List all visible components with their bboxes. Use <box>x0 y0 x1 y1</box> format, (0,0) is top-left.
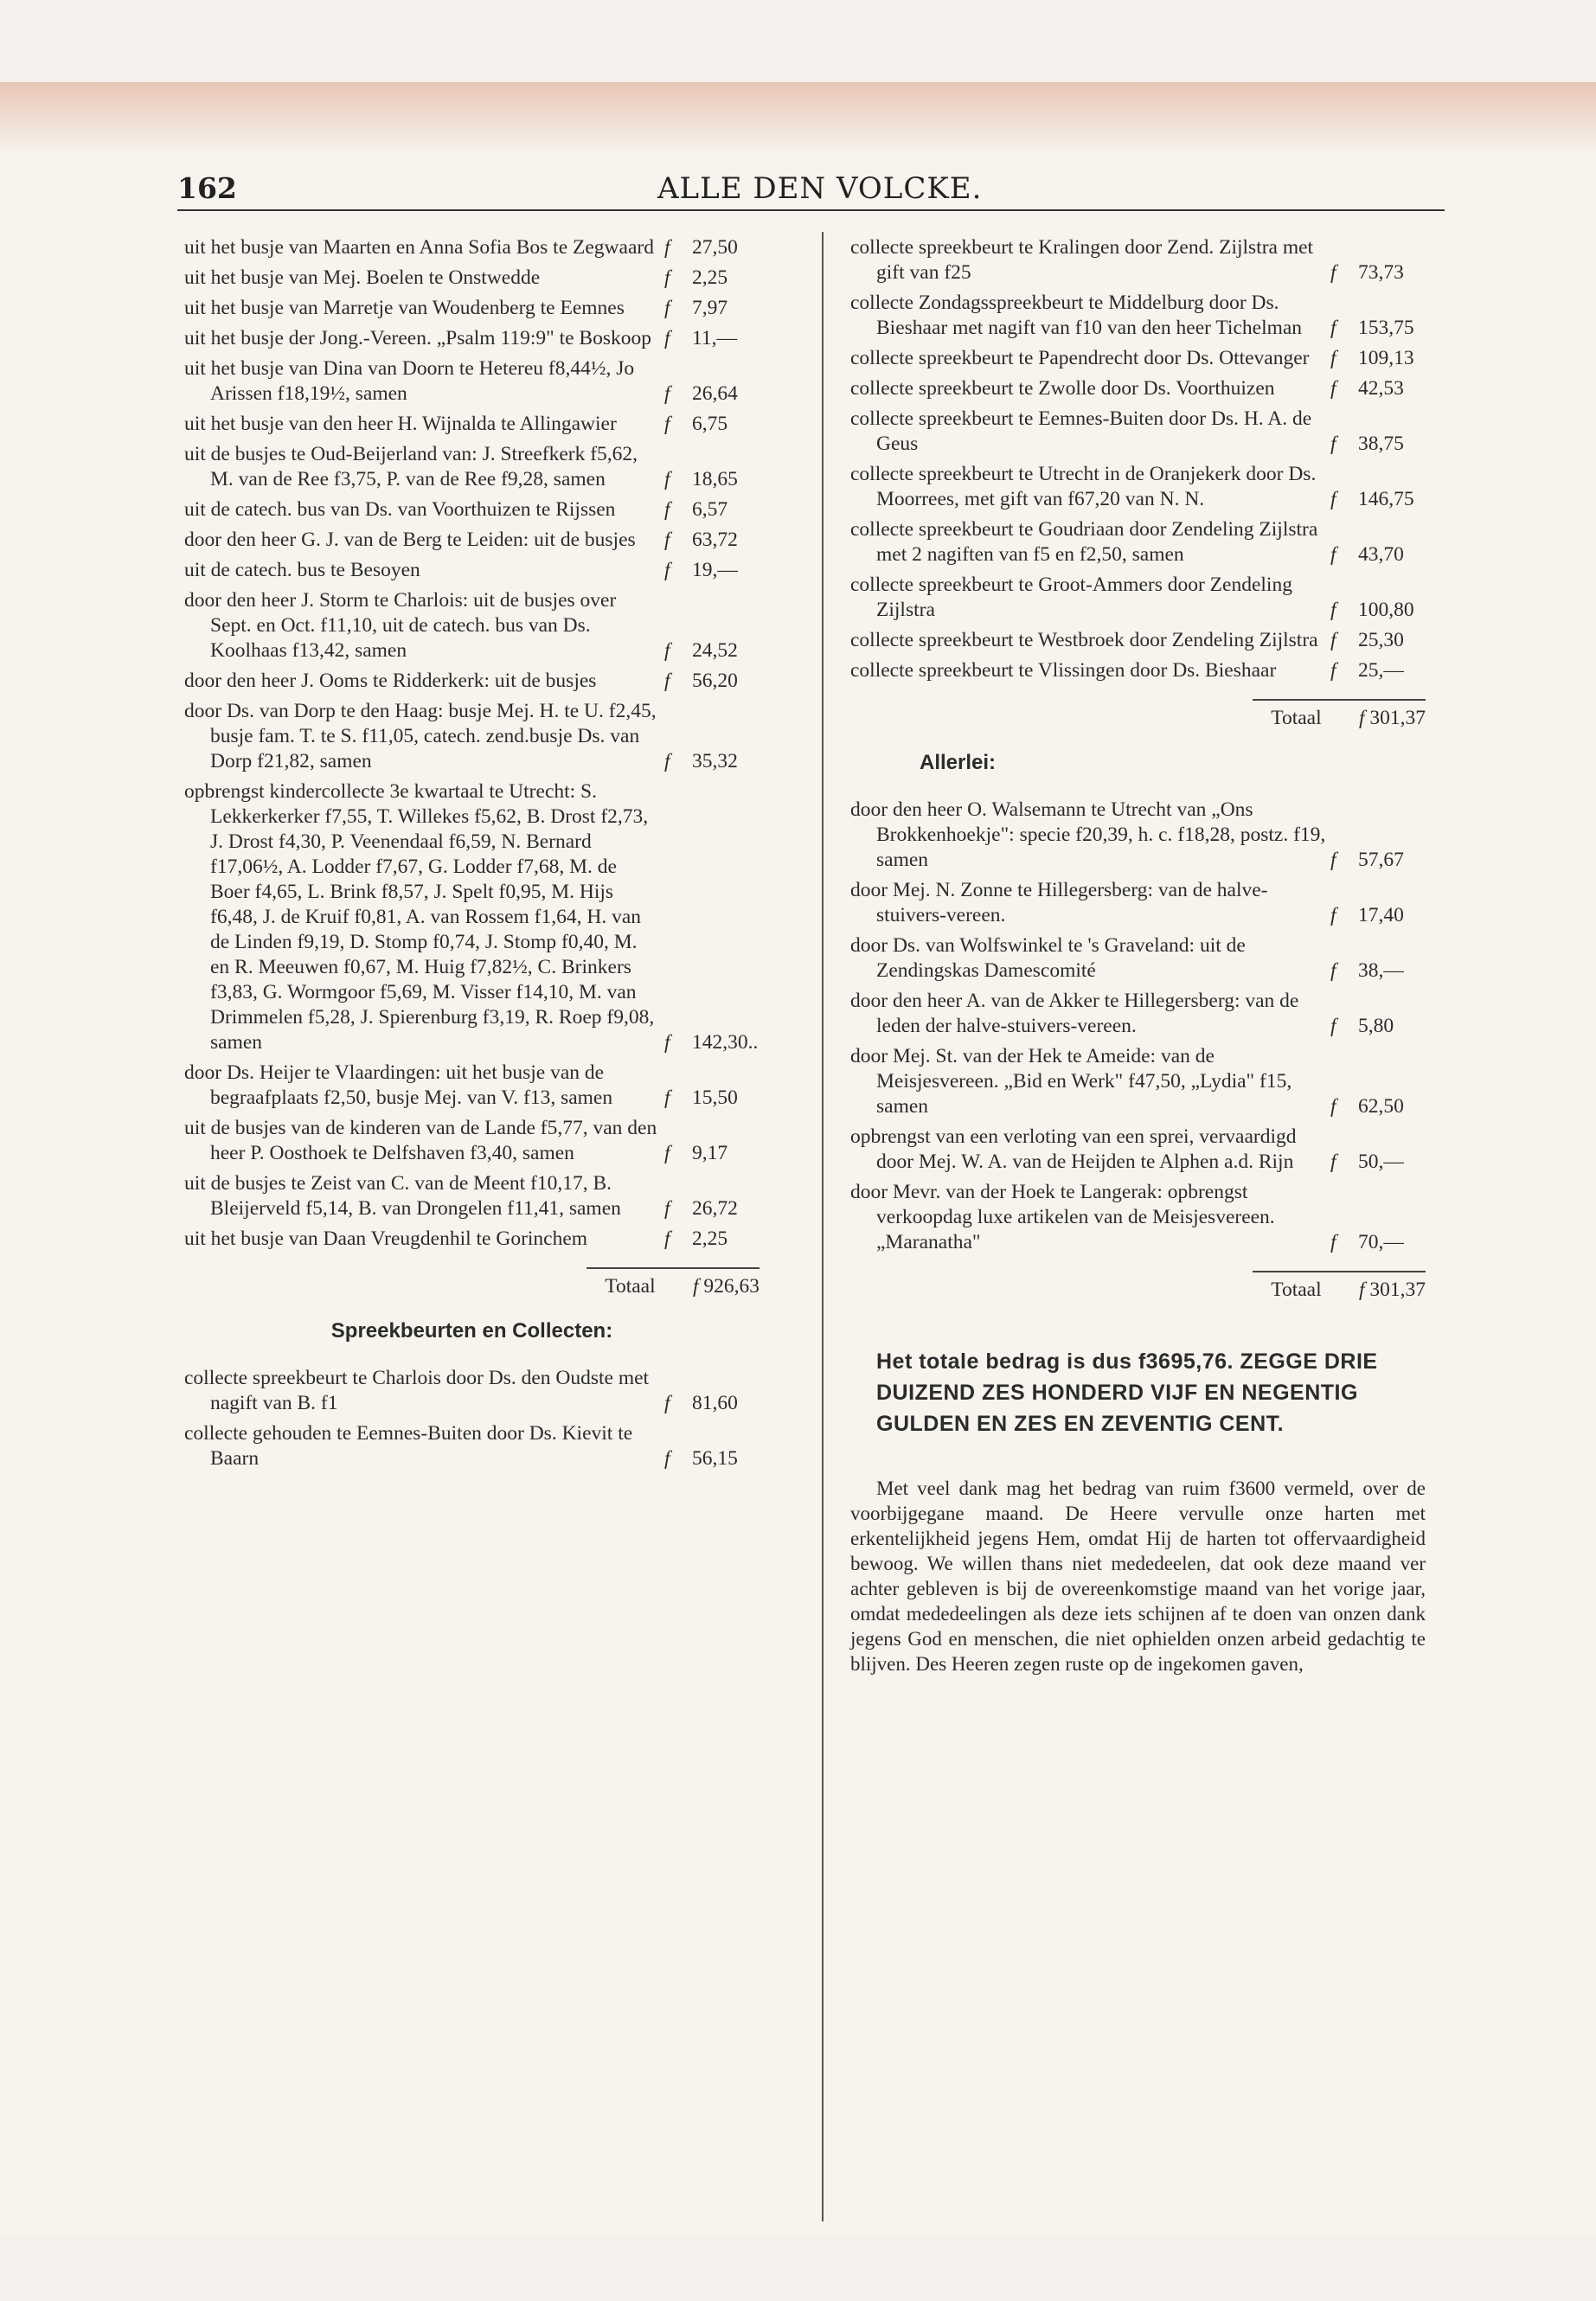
right-column <box>850 235 1426 1696</box>
entry-description: uit het busje van Dina van Doorn te Hetereu f8,44½, Jo Arissen f18,19½, samen <box>184 357 635 405</box>
ledger-entry <box>184 1061 760 1111</box>
entry-amount <box>1330 316 1426 341</box>
currency-symbol: f <box>1330 904 1336 926</box>
ledger-entry <box>850 658 1426 683</box>
entry-description: door Ds. Heijer te Vlaardingen: uit het busje van de begraafplaats f2,50, busje Mej. van V. f13, samen <box>184 1061 613 1109</box>
currency-symbol: f <box>664 750 670 772</box>
amount-value: 146,75 <box>1358 488 1414 510</box>
entry-description: uit het busje van den heer H. Wijnalda te Allingawier <box>184 413 617 435</box>
entry-description: door den heer G. J. van de Berg te Leiden: uit de busjes <box>184 529 636 551</box>
amount-value: 11,— <box>692 327 738 349</box>
amount-value: 38,75 <box>1358 433 1404 455</box>
currency-symbol: f <box>664 468 670 490</box>
currency-symbol: f <box>692 1275 699 1298</box>
amount-value: 26,64 <box>692 382 738 405</box>
amount-value: 50,— <box>1358 1150 1404 1173</box>
amount-value: 19,— <box>692 559 738 581</box>
currency-symbol: f <box>664 297 670 319</box>
ledger-entry <box>850 933 1426 984</box>
ledger-entry <box>184 669 760 694</box>
ledger-entry <box>184 588 760 663</box>
entry-amount <box>1330 346 1426 371</box>
ledger-entry <box>850 346 1426 371</box>
entry-amount <box>1330 1150 1426 1175</box>
entry-amount <box>1330 628 1426 653</box>
column-divider <box>822 232 824 2221</box>
amount-value: 153,75 <box>1358 317 1414 339</box>
entry-amount <box>664 1086 760 1111</box>
entry-amount <box>664 381 760 407</box>
currency-symbol: f <box>664 1227 670 1250</box>
entry-amount <box>1330 1230 1426 1255</box>
ledger-entry <box>850 1180 1426 1255</box>
amount-value: 109,13 <box>1358 347 1414 369</box>
entry-amount <box>664 558 760 583</box>
ledger-entry <box>184 1116 760 1166</box>
left-entries-list <box>184 235 760 1252</box>
entry-amount <box>1330 1094 1426 1119</box>
amount-value: 9,17 <box>692 1142 728 1164</box>
ledger-entry <box>184 412 760 437</box>
ledger-entry <box>184 442 760 492</box>
ledger-entry <box>850 628 1426 653</box>
currency-symbol: f <box>664 327 670 349</box>
currency-symbol: f <box>1330 261 1336 284</box>
amount-value: 18,65 <box>692 468 738 490</box>
amount-value: 81,60 <box>692 1392 738 1414</box>
section-heading-spreekbeurten: Spreekbeurten en Collecten: <box>330 1319 613 1343</box>
entry-description: uit de busjes te Zeist van C. van de Meent f10,17, B. Bleijerveld f5,14, B. van Drongelen f11,41, samen <box>184 1172 621 1220</box>
currency-symbol: f <box>664 236 670 259</box>
ledger-entry <box>184 296 760 321</box>
currency-symbol: f <box>664 1086 670 1109</box>
entry-description: collecte spreekbeurt te Zwolle door Ds. Voorthuizen <box>850 377 1275 400</box>
amount-value: 6,75 <box>692 413 728 435</box>
entry-description: uit de catech. bus van Ds. van Voorthuizen te Rijssen <box>184 498 616 521</box>
currency-symbol: f <box>1330 959 1336 982</box>
ledger-entry <box>850 798 1426 873</box>
entry-amount <box>664 669 760 694</box>
ledger-entry <box>850 989 1426 1039</box>
amount-value: 56,20 <box>692 670 738 692</box>
ledger-entry <box>184 1366 760 1416</box>
currency-symbol: f <box>1330 377 1336 400</box>
entry-description: collecte spreekbeurt te Goudriaan door Zendeling Zijlstra met 2 nagiften van f5 en f2,50, samen <box>850 518 1318 566</box>
section-heading-allerlei: Allerlei: <box>920 751 997 774</box>
ledger-entry <box>850 517 1426 567</box>
ledger-entry <box>184 699 760 774</box>
entry-amount <box>664 1030 760 1055</box>
entry-amount <box>664 1391 760 1416</box>
amount-value: 17,40 <box>1358 904 1404 926</box>
amount-value: 15,50 <box>692 1086 738 1109</box>
entry-description: collecte spreekbeurt te Eemnes-Buiten door Ds. H. A. de Geus <box>850 407 1312 455</box>
currency-symbol: f <box>664 1392 670 1414</box>
currency-symbol: f <box>1330 849 1336 871</box>
entry-amount <box>1330 432 1426 457</box>
amount-value: 38,— <box>1358 959 1404 982</box>
amount-value: 57,67 <box>1358 849 1404 871</box>
ledger-entry <box>850 462 1426 512</box>
entry-amount <box>664 497 760 522</box>
entry-amount <box>1330 542 1426 567</box>
left-section-entries-list <box>184 1366 760 1471</box>
amount-value: 63,72 <box>692 529 738 551</box>
ledger-entry <box>850 1125 1426 1175</box>
entry-amount <box>664 467 760 492</box>
amount-value: 42,53 <box>1358 377 1404 400</box>
currency-symbol: f <box>1330 629 1336 651</box>
ledger-entry <box>184 1421 760 1471</box>
ledger-entry <box>184 235 760 260</box>
ledger-entry <box>850 407 1426 457</box>
ledger-entry <box>184 497 760 522</box>
entry-amount <box>1330 376 1426 401</box>
entry-description: door den heer J. Storm te Charlois: uit de busjes over Sept. en Oct. f11,10, uit de catech. bus van Ds. Koolhaas f13,42, samen <box>184 589 617 662</box>
amount-value: 56,15 <box>692 1447 738 1470</box>
entry-description: collecte spreekbeurt te Vlissingen door Ds. Bieshaar <box>850 659 1277 682</box>
currency-symbol: f <box>1330 1231 1336 1253</box>
entry-description: collecte Zondagsspreekbeurt te Middelburg door Ds. Bieshaar met nagift van f10 van den heer Tichelman <box>850 292 1303 339</box>
entry-description: uit het busje van Maarten en Anna Sofia Bos te Zegwaard <box>184 236 654 259</box>
amount-value: 70,— <box>1358 1231 1404 1253</box>
ledger-entry <box>850 291 1426 341</box>
currency-symbol: f <box>1330 488 1336 510</box>
entry-amount <box>664 266 760 291</box>
entry-description: uit de catech. bus te Besoyen <box>184 559 420 581</box>
entry-description: door den heer J. Ooms te Ridderkerk: uit de busjes <box>184 670 597 692</box>
entry-amount <box>664 326 760 351</box>
total-label: Totaal <box>1271 1279 1322 1301</box>
entry-description: uit het busje van Mej. Boelen te Onstwedde <box>184 266 541 289</box>
currency-symbol: f <box>1330 659 1336 682</box>
entry-amount <box>1330 260 1426 285</box>
entry-amount <box>664 1141 760 1166</box>
entry-amount <box>1330 903 1426 928</box>
ledger-entry <box>850 235 1426 285</box>
currency-symbol: f <box>664 498 670 521</box>
running-title: ALLE DEN VOLCKE. <box>657 171 983 206</box>
entry-amount <box>664 296 760 321</box>
currency-symbol: f <box>664 670 670 692</box>
entry-amount <box>664 749 760 774</box>
amount-value: 100,80 <box>1358 599 1414 621</box>
amount-value: 142,30.. <box>692 1031 759 1054</box>
entry-description: door den heer A. van de Akker te Hillegersberg: van de leden der halve-stuivers-vereen. <box>850 990 1299 1037</box>
ledger-entry <box>184 266 760 291</box>
left-column <box>184 235 760 1477</box>
currency-symbol: f <box>1330 1095 1336 1118</box>
amount-value: 24,52 <box>692 639 738 662</box>
amount-value: 2,25 <box>692 1227 728 1250</box>
closing-paragraph: Met veel dank mag het bedrag van ruim f3600 vermeld, over de voorbijgegane maand. De Heere vervulle onze harten met erkentelijkheid jegens Hem, omdat Hij de harten tot offervaardigheid bewoog. We willen thans niet mededeelen, dat ook deze maand ver achter gebleven is bij de overeenkomstige maand van het vorige jaar, omdat mededeelingen als deze iets schijnen af te doen van onzen dank jegens God en menschen, die niet ophielden onzen arbeid gedachtig te blijven. Des Heeren zegen ruste op de ingekomen gaven, <box>850 1477 1426 1675</box>
entry-amount <box>1330 958 1426 984</box>
entry-amount <box>1330 658 1426 683</box>
entry-amount <box>664 235 760 260</box>
left-total <box>184 1267 760 1299</box>
ledger-entry <box>184 779 760 1055</box>
ledger-entry <box>184 1227 760 1252</box>
entry-amount <box>664 1196 760 1221</box>
right-section-entries-list <box>850 798 1426 1255</box>
header-rule <box>177 209 1445 211</box>
ledger-entry <box>184 356 760 407</box>
total-amount: 301,37 <box>1369 707 1426 729</box>
currency-symbol: f <box>664 413 670 435</box>
amount-value: 73,73 <box>1358 261 1404 284</box>
entry-amount <box>664 1227 760 1252</box>
currency-symbol: f <box>664 1447 670 1470</box>
entry-amount <box>1330 598 1426 623</box>
amount-value: 62,50 <box>1358 1095 1404 1118</box>
right-total-allerlei <box>850 1271 1426 1303</box>
currency-symbol: f <box>664 559 670 581</box>
currency-symbol: f <box>664 529 670 551</box>
entry-amount <box>1330 487 1426 512</box>
currency-symbol: f <box>1330 1150 1336 1173</box>
total-label: Totaal <box>605 1275 656 1298</box>
amount-value: 5,80 <box>1358 1015 1394 1037</box>
entry-description: opbrengst van een verloting van een sprei, vervaardigd door Mej. W. A. van de Heijden te Alphen a.d. Rijn <box>850 1125 1297 1173</box>
entry-description: uit het busje der Jong.-Vereen. „Psalm 119:9" te Boskoop <box>184 327 651 349</box>
currency-symbol: f <box>664 1031 670 1054</box>
amount-value: 25,— <box>1358 659 1404 682</box>
amount-value: 35,32 <box>692 750 738 772</box>
entry-description: uit het busje van Marretje van Woudenberg te Eemnes <box>184 297 625 319</box>
currency-symbol: f <box>664 382 670 405</box>
currency-symbol: f <box>1330 433 1336 455</box>
entry-amount <box>664 1446 760 1471</box>
ledger-entry <box>850 376 1426 401</box>
total-amount: 926,63 <box>703 1275 760 1298</box>
entry-description: collecte spreekbeurt te Westbroek door Zendeling Zijlstra <box>850 629 1318 651</box>
ledger-entry <box>850 573 1426 623</box>
entry-amount <box>664 412 760 437</box>
entry-description: uit het busje van Daan Vreugdenhil te Gorinchem <box>184 1227 588 1250</box>
right-total-collecten <box>850 699 1426 731</box>
entry-description: collecte gehouden te Eemnes-Buiten door Ds. Kievit te Baarn <box>184 1422 633 1470</box>
grand-total-statement: Het totale bedrag is dus f3695,76. ZEGGE DRIE DUIZEND ZES HONDERD VIJF EN NEGENTIG GULDEN EN ZES EN ZEVENTIG CENT. <box>876 1349 1378 1436</box>
entry-description: door Mej. St. van der Hek te Ameide: van de Meisjesvereen. „Bid en Werk" f47,50, „Lydia" f15, samen <box>850 1045 1292 1118</box>
currency-symbol: f <box>1330 347 1336 369</box>
entry-description: door Mevr. van der Hoek te Langerak: opbrengst verkoopdag luxe artikelen van de Meisjesvereen. „Maranatha" <box>850 1181 1275 1253</box>
entry-amount <box>664 528 760 553</box>
page-header <box>177 171 1445 204</box>
currency-symbol: f <box>664 1142 670 1164</box>
entry-description: uit de busjes te Oud-Beijerland van: J. Streefkerk f5,62, M. van de Ree f3,75, P. van de Ree f9,28, samen <box>184 443 638 490</box>
currency-symbol: f <box>1358 707 1365 729</box>
entry-description: door Ds. van Wolfswinkel te 's Graveland: uit de Zendingskas Damescomité <box>850 934 1246 982</box>
currency-symbol: f <box>664 1197 670 1220</box>
entry-amount <box>1330 1014 1426 1039</box>
right-entries-list <box>850 235 1426 683</box>
entry-description: opbrengst kindercollecte 3e kwartaal te Utrecht: S. Lekkerkerker f7,55, T. Willekes f5,62, B. Drost f2,73, J. Drost f4,30, P. Veenendaal f6,59, N. Bernard f17,06½, A. Lodder f7,67, G. Lodder f7,68, M. de Boer f4,65, L. Brink f8,57, J. Spelt f0,95, M. Hijs f6,48, J. de Kruif f0,81, A. van Rossem f1,64, H. van de Linden f9,19, D. Stomp f0,74, J. Stomp f0,40, M. en R. Meeuwen f0,67, M. Huig f7,82½, C. Brinkers f3,83, G. Wormgoor f5,69, M. Visser f14,10, M. van Drimmelen f5,28, J. Spierenburg f3,19, R. Roep f9,08, samen <box>184 780 655 1054</box>
entry-description: collecte spreekbeurt te Groot-Ammers door Zendeling Zijlstra <box>850 574 1292 621</box>
entry-description: collecte spreekbeurt te Papendrecht door Ds. Ottevanger <box>850 347 1310 369</box>
page-number: 162 <box>177 171 237 205</box>
entry-description: door den heer O. Walsemann te Utrecht van „Ons Brokkenhoekje": specie f20,39, h. c. f18,28, postz. f19, samen <box>850 798 1326 871</box>
currency-symbol: f <box>1330 599 1336 621</box>
currency-symbol: f <box>664 266 670 289</box>
ledger-entry <box>850 1044 1426 1119</box>
currency-symbol: f <box>1330 1015 1336 1037</box>
ledger-entry <box>184 558 760 583</box>
currency-symbol: f <box>1330 317 1336 339</box>
ledger-entry <box>184 326 760 351</box>
entry-description: collecte spreekbeurt te Kralingen door Zend. Zijlstra met gift van f25 <box>850 236 1314 284</box>
amount-value: 27,50 <box>692 236 738 259</box>
entry-description: collecte spreekbeurt te Charlois door Ds. den Oudste met nagift van B. f1 <box>184 1367 650 1414</box>
entry-description: collecte spreekbeurt te Utrecht in de Oranjekerk door Ds. Moorrees, met gift van f67,20 van N. N. <box>850 463 1317 510</box>
amount-value: 26,72 <box>692 1197 738 1220</box>
ledger-entry <box>184 1171 760 1221</box>
currency-symbol: f <box>1358 1279 1365 1301</box>
entry-description: door Mej. N. Zonne te Hillegersberg: van de halve-stuivers-vereen. <box>850 879 1268 926</box>
entry-amount <box>664 638 760 663</box>
amount-value: 6,57 <box>692 498 728 521</box>
amount-value: 7,97 <box>692 297 728 319</box>
entry-description: door Ds. van Dorp te den Haag: busje Mej. H. te U. f2,45, busje fam. T. te S. f11,05, catech. zend.busje Ds. van Dorp f21,82, samen <box>184 700 657 772</box>
total-label: Totaal <box>1271 707 1322 729</box>
amount-value: 25,30 <box>1358 629 1404 651</box>
entry-amount <box>1330 848 1426 873</box>
total-amount: 301,37 <box>1369 1279 1426 1301</box>
ledger-entry <box>184 528 760 553</box>
amount-value: 2,25 <box>692 266 728 289</box>
ledger-entry <box>850 878 1426 928</box>
amount-value: 43,70 <box>1358 543 1404 566</box>
entry-description: uit de busjes van de kinderen van de Lande f5,77, van den heer P. Oosthoek te Delfshaven f3,40, samen <box>184 1117 657 1164</box>
currency-symbol: f <box>1330 543 1336 566</box>
currency-symbol: f <box>664 639 670 662</box>
